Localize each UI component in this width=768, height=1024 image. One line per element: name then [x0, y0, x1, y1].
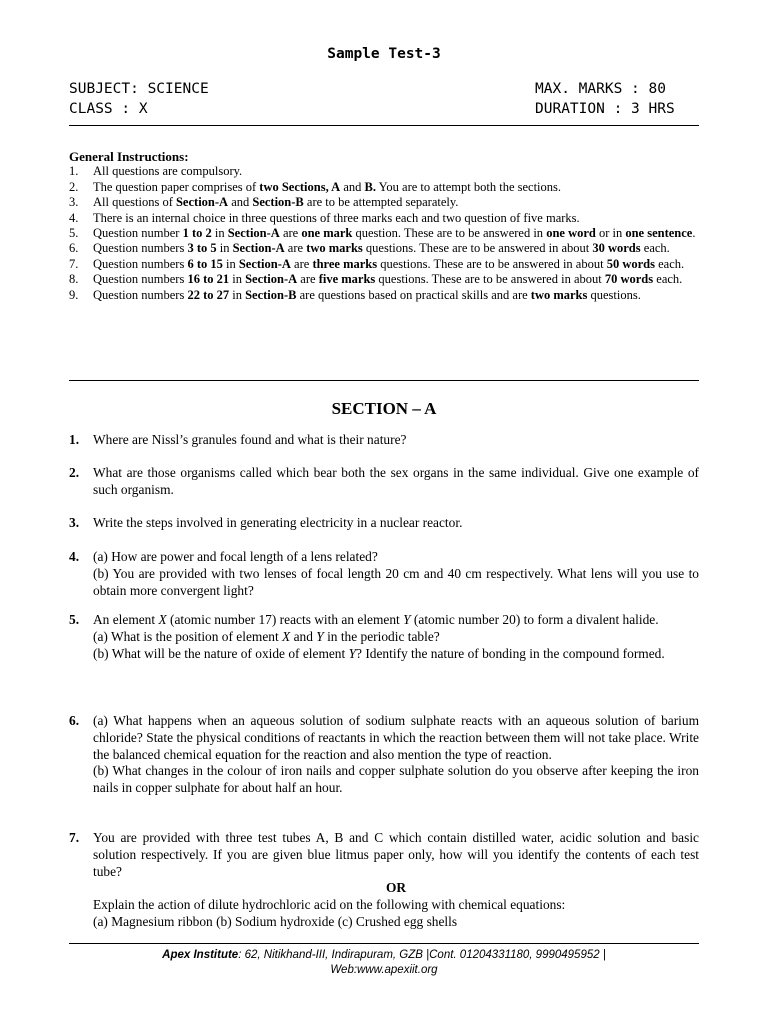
instruction-item	[69, 272, 699, 287]
question-body	[93, 549, 699, 599]
question	[69, 612, 699, 662]
instruction-number: 5.	[69, 226, 79, 241]
instruction-text: Question numbers 6 to 15 in Section-A are three marks questions. These are to be answered in about 50 words each.	[93, 256, 685, 271]
instruction-text: All questions are compulsory.	[93, 164, 243, 179]
question-number: 3.	[69, 515, 80, 530]
footer-web: Web:www.apexiit.org	[330, 964, 438, 976]
instruction-item	[69, 180, 699, 195]
instruction-item	[69, 288, 699, 303]
header-divider	[69, 125, 699, 126]
instruction-item	[69, 241, 699, 256]
footer-address: : 62, Nitikhand-III, Indirapuram, GZB |Cont. 01204331180, 9990495952 |	[238, 949, 606, 961]
instruction-item	[69, 211, 699, 226]
instruction-item	[69, 257, 699, 272]
subject-label: SUBJECT: SCIENCE	[69, 81, 209, 97]
instruction-number: 9.	[69, 287, 79, 302]
instruction-text: Question numbers 16 to 21 in Section-A are five marks questions. These are to be answered in about 70 words each.	[93, 272, 683, 287]
instruction-number: 7.	[69, 256, 79, 271]
question-text: Write the steps involved in generating electricity in a nuclear reactor.	[93, 515, 463, 530]
question-text: What are those organisms called which bear both the sex organs in the same individual. Give one example of such organism.	[93, 465, 699, 497]
instruction-number: 6.	[69, 241, 79, 256]
instruction-number: 4.	[69, 210, 79, 225]
instruction-item	[69, 195, 699, 210]
question-number: 1.	[69, 432, 80, 447]
question-text: (a) How are power and focal length of a lens related?	[93, 549, 378, 564]
instruction-number: 1.	[69, 164, 79, 179]
question-text: You are provided with three test tubes A, B and C which contain distilled water, acidic solution and basic solution respectively. If you are given blue litmus paper only, how will you identify the contents of each test tube?	[93, 830, 699, 879]
instruction-number: 2.	[69, 179, 79, 194]
instruction-number: 3.	[69, 195, 79, 210]
question-body	[93, 713, 699, 797]
question-number: 5.	[69, 612, 80, 627]
question	[69, 713, 699, 797]
instructions-list	[69, 164, 699, 303]
question-text: (b) What changes in the colour of iron nails and copper sulphate solution do you observe after keeping the iron nails in copper sulphate for about half an hour.	[93, 763, 699, 796]
question-text: Where are Nissl’s granules found and what is their nature?	[93, 432, 407, 447]
instructions-divider	[69, 380, 699, 381]
instruction-number: 8.	[69, 272, 79, 287]
question-number: 2.	[69, 465, 80, 480]
question	[69, 432, 699, 449]
question-number: 4.	[69, 549, 80, 564]
instruction-item	[69, 164, 699, 179]
general-instructions	[69, 149, 699, 303]
footer-divider	[69, 943, 699, 944]
question-body	[93, 465, 699, 499]
footer-institute: Apex Institute	[162, 949, 239, 961]
instructions-heading: General Instructions:	[69, 149, 189, 164]
instruction-text: There is an internal choice in three questions of three marks each and two question of five marks.	[93, 210, 580, 225]
instruction-text: The question paper comprises of two Sections, A and B. You are to attempt both the sections.	[93, 179, 562, 194]
max-marks-label: MAX. MARKS : 80	[535, 81, 666, 97]
section-title: SECTION – A	[331, 399, 437, 418]
instruction-text: Question number 1 to 2 in Section-A are one mark question. These are to be answered in one word or in one sentence.	[93, 226, 696, 241]
question	[69, 549, 699, 599]
instruction-text: All questions of Section-A and Section-B are to be attempted separately.	[93, 195, 459, 210]
question	[69, 515, 699, 532]
instruction-text: Question numbers 3 to 5 in Section-A are two marks questions. These are to be answered in about 30 words each.	[93, 241, 670, 256]
question-alt-text: Explain the action of dilute hydrochloric acid on the following with chemical equations:	[93, 897, 566, 913]
instruction-text: Question numbers 22 to 27 in Section-B are questions based on practical skills and are two marks questions.	[93, 287, 641, 302]
question-alt-text: (a) Magnesium ribbon (b) Sodium hydroxide (c) Crushed egg shells	[93, 913, 458, 929]
instruction-item	[69, 226, 699, 241]
question	[69, 830, 699, 931]
question-text: (b) You are provided with two lenses of focal length 20 cm and 40 cm respectively. What lens will you use to obtain more convergent light?	[93, 565, 699, 598]
question-body	[93, 515, 699, 532]
duration-label: DURATION : 3 HRS	[535, 101, 675, 117]
question-text: (a) What happens when an aqueous solution of sodium sulphate reacts with an aqueous solution of barium chloride? State the physical conditions of reactants in which the reaction between them will not take place. Write the balanced chemical equation for the reaction and also mention the type of reaction.	[93, 713, 699, 762]
question-number: 7.	[69, 830, 80, 845]
question-number: 6.	[69, 713, 80, 728]
class-label: CLASS : X	[69, 101, 148, 117]
question-text: An element X (atomic number 17) reacts with an element Y (atomic number 20) to form a divalent halide.	[93, 612, 659, 627]
question-body	[93, 612, 699, 662]
footer	[0, 948, 768, 978]
question-text: (a) What is the position of element X and Y in the periodic table?	[93, 628, 440, 644]
question-body	[93, 432, 699, 449]
question	[69, 465, 699, 499]
or-separator: OR	[385, 880, 407, 896]
question-body	[93, 830, 699, 931]
page-title: Sample Test-3	[327, 46, 441, 62]
question-text: (b) What will be the nature of oxide of element Y? Identify the nature of bonding in the compound formed.	[93, 645, 665, 661]
